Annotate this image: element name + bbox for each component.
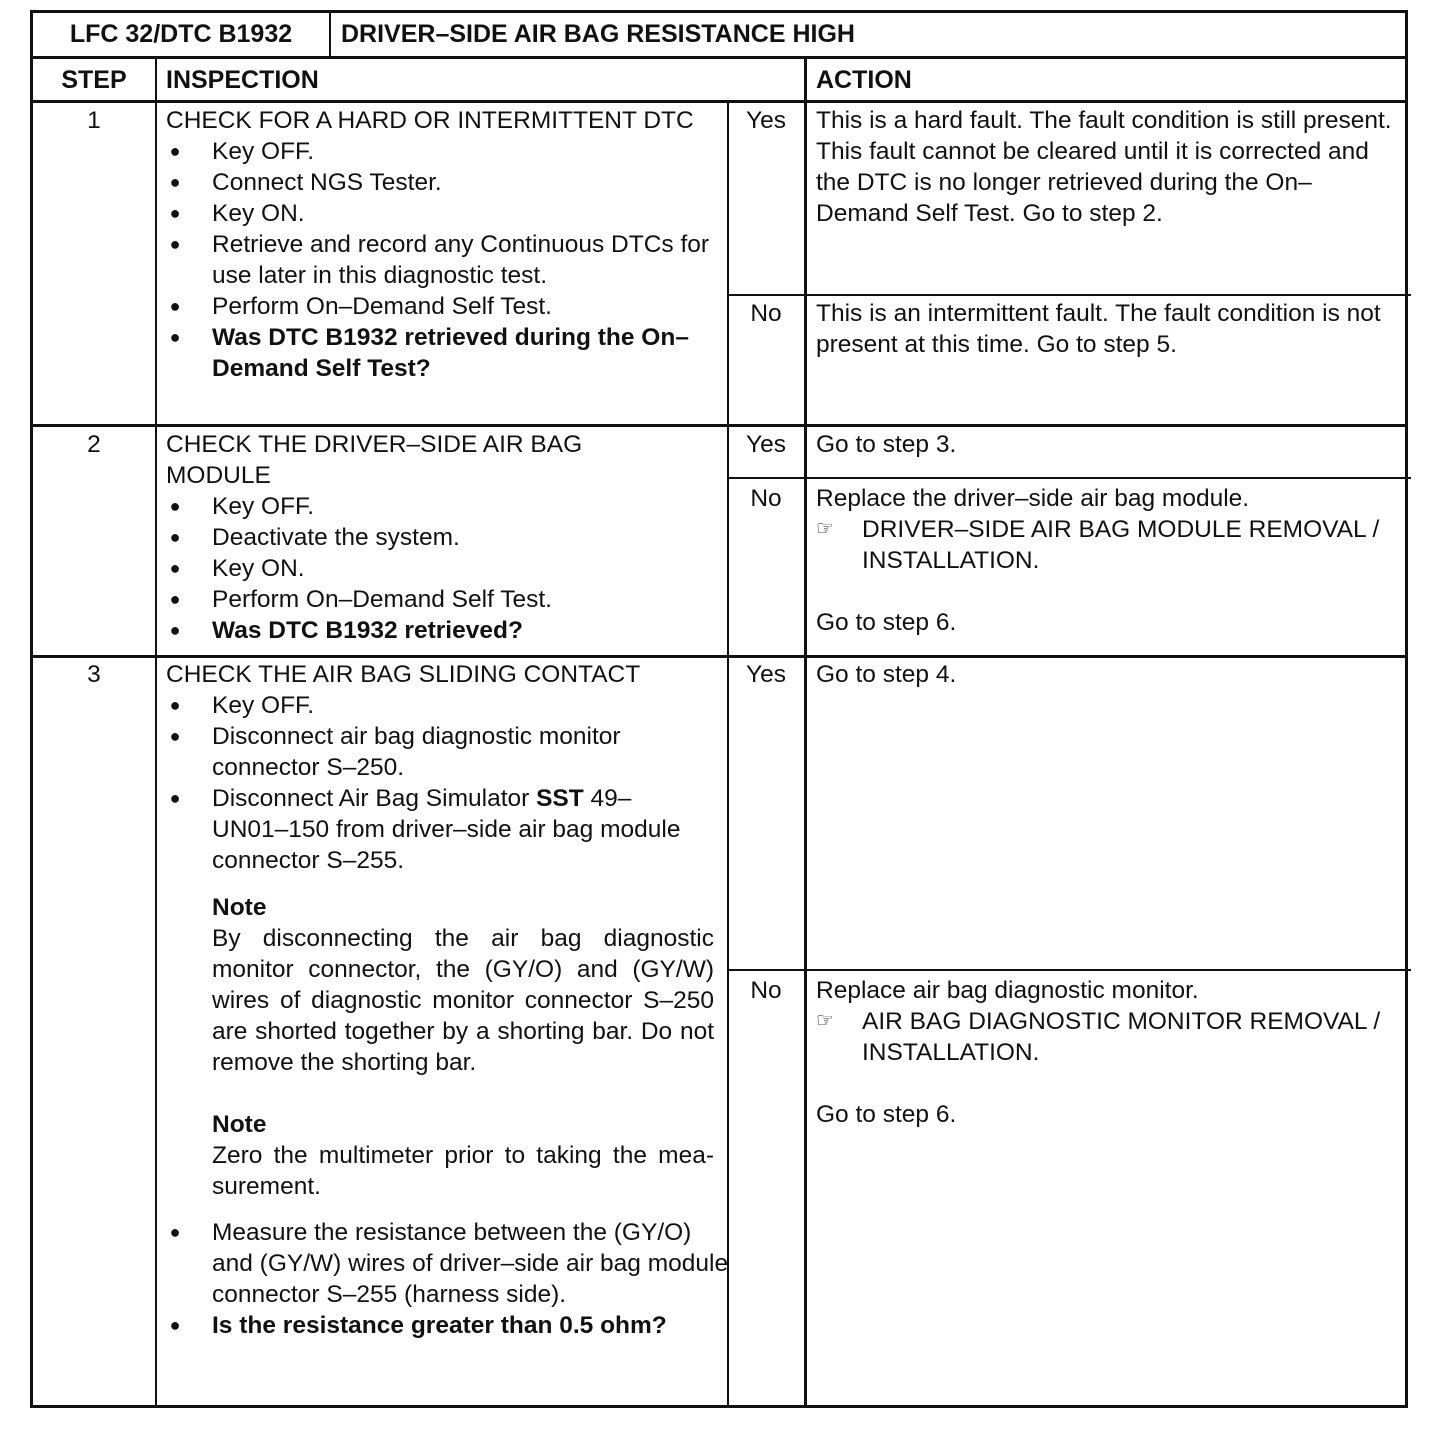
header-step: STEP — [61, 66, 127, 94]
step-1-divider — [33, 424, 1405, 427]
header-action: ACTION — [816, 66, 912, 94]
page-title: DRIVER–SIDE AIR BAG RESISTANCE HIGH — [341, 20, 855, 48]
step-1-yes-action: This is a hard fault. The fault condition is still present. This fault cannot be cleared until it is corrected and the DTC is no longer retrieved during the On–Demand Self Test. Go to step 2. — [816, 107, 1392, 227]
header-divider — [33, 100, 1405, 103]
diagnostic-table — [30, 10, 1408, 1408]
bullet-dot-icon: ● — [169, 726, 181, 746]
bullet-dot-icon: ● — [169, 496, 181, 516]
action-text: Replace the driver–side air bag module. — [816, 485, 1250, 512]
step-2-yesno-divider — [727, 477, 1411, 479]
bullet-dot-icon: ● — [169, 589, 181, 609]
bullet-dot-icon: ● — [169, 296, 181, 316]
bullet-dot-icon: ● — [169, 1315, 181, 1335]
action-column-divider — [804, 59, 807, 1408]
step-3-yes-action: Go to step 4. — [816, 661, 957, 688]
pointing-hand-icon: ☞ — [816, 1010, 834, 1032]
list-item: ● Perform On–Demand Self Test. — [169, 293, 552, 320]
step-1-no-action: This is an intermittent fault. The fault condition is not present at this time. Go to step 5. — [816, 300, 1381, 358]
list-item: ● Key OFF. — [169, 493, 315, 520]
list-item: ● Key OFF. — [169, 138, 315, 165]
note-block — [166, 892, 716, 1202]
yes-label: Yes — [746, 661, 786, 688]
no-label: No — [750, 300, 782, 327]
list-item: ● Measure the resistance between the (GY/O) and (GY/W) wires of driver–side air bag module connector S–255 (harness side). — [169, 1219, 729, 1308]
step-2-inspection — [166, 429, 686, 646]
bullet-dot-icon: ● — [169, 558, 181, 578]
step-2-divider — [33, 655, 1405, 658]
reference-link[interactable]: ☞ DRIVER–SIDE AIR BAG MODULE REMOVAL / INSTALLATION. — [816, 516, 1380, 574]
yes-label: Yes — [746, 431, 786, 458]
list-item: ● Connect NGS Tester. — [169, 169, 442, 196]
step-heading: CHECK THE AIR BAG SLIDING CONTACT — [166, 661, 641, 688]
note-heading: Note — [212, 894, 267, 921]
pointing-hand-icon: ☞ — [816, 518, 834, 540]
step-3-yesno-divider — [727, 969, 1411, 971]
bullet-dot-icon: ● — [169, 327, 181, 347]
bullet-dot-icon: ● — [169, 695, 181, 715]
bullet-dot-icon: ● — [169, 1222, 181, 1242]
bullet-dot-icon: ● — [169, 620, 181, 640]
action-text: Replace air bag diagnostic monitor. — [816, 977, 1199, 1004]
step-2-yes-action: Go to step 3. — [816, 431, 957, 458]
sst-label: SST — [536, 785, 584, 812]
bullet-dot-icon: ● — [169, 203, 181, 223]
goto-text: Go to step 6. — [816, 609, 957, 636]
goto-text: Go to step 6. — [816, 1101, 957, 1128]
list-item-question: ● Is the resistance greater than 0.5 ohm? — [169, 1312, 667, 1339]
title-bar — [33, 13, 1405, 59]
header-inspection: INSPECTION — [166, 66, 319, 94]
list-item: ● Perform On–Demand Self Test. — [169, 586, 552, 613]
bullet-dot-icon: ● — [169, 234, 181, 254]
yes-label: Yes — [746, 107, 786, 134]
list-item: ● Deactivate the system. — [169, 524, 460, 551]
step-2-no-action — [816, 483, 1401, 638]
note-text: By disconnecting the air bag diagnostic monitor connector, the (GY/O) and (GY/W) wires of diagnostic monitor connector S–250 are shorted together by a shorting bar. Do not remove the shorting bar. — [212, 925, 714, 1076]
note-text: Zero the multimeter prior to taking the mea- surement. — [212, 1142, 714, 1200]
list-item: ● Disconnect air bag diagnostic monitor connector S–250. — [169, 723, 621, 781]
reference-link[interactable]: ☞ AIR BAG DIAGNOSTIC MONITOR REMOVAL / INSTALLATION. — [816, 1008, 1381, 1066]
list-item: ● Key OFF. — [169, 692, 315, 719]
step-heading: CHECK FOR A HARD OR INTERMITTENT DTC — [166, 107, 694, 134]
step-number: 1 — [87, 107, 101, 134]
step-3-no-action — [816, 975, 1401, 1130]
step-3-inspection — [166, 659, 729, 1341]
list-item-question: ● Was DTC B1932 retrieved? — [169, 617, 523, 644]
list-item-question: ● Was DTC B1932 retrieved during the On–Demand Self Test? — [169, 324, 689, 382]
no-label: No — [750, 485, 782, 512]
step-1-yesno-divider — [727, 294, 1411, 296]
note-heading: Note — [212, 1111, 267, 1138]
list-item: ● Key ON. — [169, 200, 305, 227]
step-column-divider — [155, 59, 157, 1408]
bullet-dot-icon: ● — [169, 527, 181, 547]
dtc-code: LFC 32/DTC B1932 — [33, 13, 331, 56]
list-item: ● Disconnect Air Bag Simulator SST 49–UN01–150 from driver–side air bag module connector S–255. — [169, 785, 681, 874]
step-number: 3 — [87, 661, 101, 688]
step-heading: CHECK THE DRIVER–SIDE AIR BAG MODULE — [166, 431, 583, 489]
step-1-inspection — [166, 105, 716, 384]
step-number: 2 — [87, 431, 101, 458]
list-item: ● Retrieve and record any Continuous DTCs for use later in this diagnostic test. — [169, 231, 710, 289]
list-item: ● Key ON. — [169, 555, 305, 582]
bullet-dot-icon: ● — [169, 141, 181, 161]
no-label: No — [750, 977, 782, 1004]
bullet-dot-icon: ● — [169, 172, 181, 192]
bullet-dot-icon: ● — [169, 788, 181, 808]
